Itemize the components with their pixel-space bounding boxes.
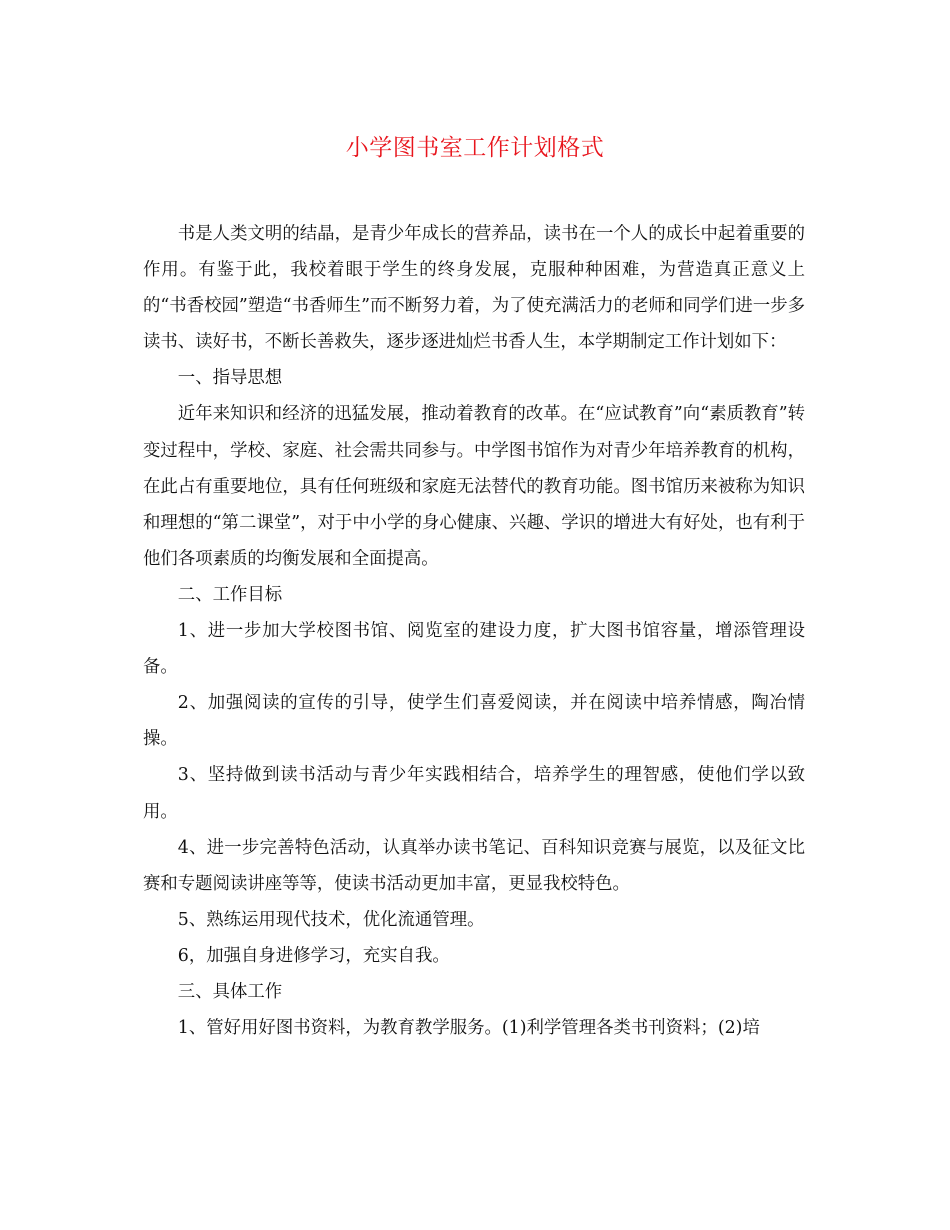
goal-item-6: 6，加强自身进修学习，充实自我。 bbox=[177, 945, 450, 966]
section-heading-work-goals: 二、工作目标 bbox=[177, 584, 283, 605]
section-heading-guiding-ideology: 一、指导思想 bbox=[177, 368, 283, 389]
paragraph-intro: 书是人类文明的结晶，是青少年成长的营养品，读书在一个人的成长中起着重要的作用。有鉴于此，我校着眼于学生的终身发展，克服种种困难，为营造真正意义上的“书香校园”塑造“书香师生”而不断努力着，为了使充满活力的老师和同学们进一步多读书、读好书，不断长善救失，逐步逐进灿烂书香人生，本学期制定工作计划如下： bbox=[143, 224, 805, 353]
document-body bbox=[143, 216, 805, 1046]
document-title: 小学图书室工作计划格式 bbox=[345, 135, 605, 161]
goal-item-1: 1、进一步加大学校图书馆、阅览室的建设力度，扩大图书馆容量，增添管理设备。 bbox=[143, 621, 805, 678]
goal-item-3: 3、坚持做到读书活动与青少年实践相结合，培养学生的理智感，使他们学以致用。 bbox=[143, 765, 805, 822]
goal-item-4: 4、进一步完善特色活动，认真举办读书笔记、百科知识竞赛与展览，以及征文比赛和专题阅读讲座等等，使读书活动更加丰富，更显我校特色。 bbox=[143, 837, 805, 894]
goal-item-5: 5、熟练运用现代技术，优化流通管理。 bbox=[177, 909, 485, 930]
goal-item-2: 2、加强阅读的宣传的引导，使学生们喜爱阅读，并在阅读中培养情感，陶冶情操。 bbox=[143, 693, 805, 750]
paragraph-guiding-ideology: 近年来知识和经济的迅猛发展，推动着教育的改革。在“应试教育”向“素质教育”转变过程中，学校、家庭、社会需共同参与。中学图书馆作为对青少年培养教育的机构，在此占有重要地位，具有任何班级和家庭无法替代的教育功能。图书馆历来被称为知识和理想的“第二课堂”，对于中小学的身心健康、兴趣、学识的增进大有好处，也有利于他们各项素质的均衡发展和全面提高。 bbox=[143, 404, 805, 569]
work-item-1: 1、管好用好图书资料，为教育教学服务。(1)利学管理各类书刊资料；(2)培 bbox=[177, 1018, 760, 1039]
section-heading-specific-work: 三、具体工作 bbox=[177, 981, 283, 1002]
